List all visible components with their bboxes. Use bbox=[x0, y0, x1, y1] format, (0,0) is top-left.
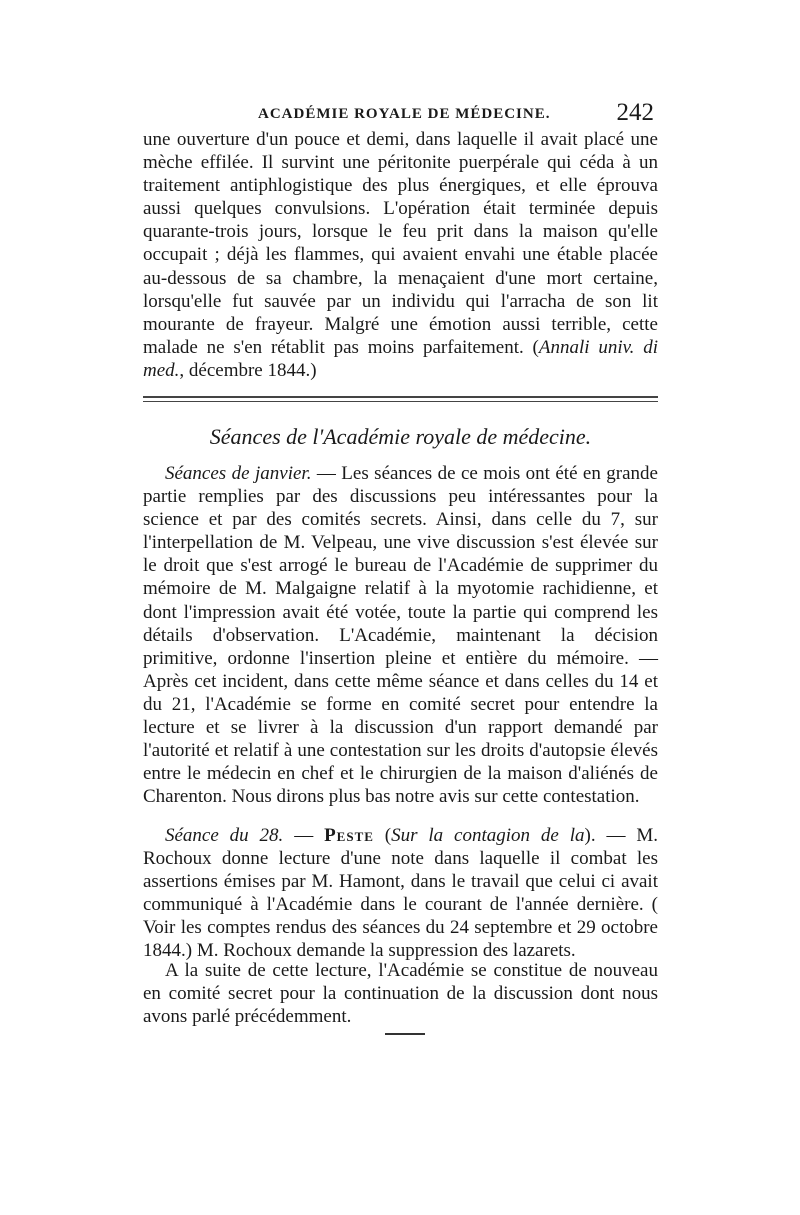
paragraph-text: A la suite de cette lecture, l'Académie se constitue de nouveau en comité secret pour la continuation de la discussion dont nous avons parlé précédemment. bbox=[143, 960, 658, 1028]
running-title: ACADÉMIE ROYALE DE MÉDECINE. bbox=[258, 106, 551, 122]
end-ornament bbox=[385, 1033, 425, 1035]
paragraph-seance-28: Séance du 28. — Peste (Sur la contagion de la). — M. Rochoux donne lecture d'une note dans laquelle il combat les assertions émises par M. Hamont, dans le travail que celui ci avait communiqué à l'Académie dans le courant de l'année dernière. ( Voir les comptes rendus des séances du 24 septembre et 29 octobre 1844.) M. Rochoux demande la suppression des lazarets. bbox=[143, 825, 658, 962]
subject: Sur la contagion de la bbox=[391, 825, 585, 846]
paragraph-text: ). — M. Rochoux donne lecture d'une note dans laquelle il combat les assertions émises par M. Hamont, dans le travail que celui ci avait communiqué à l'Académie dans le courant de l'année dernière. ( Voir les comptes rendus des séances du 24 septembre et 29 octobre 1844.) M. Rochoux demande la suppression des lazarets. bbox=[143, 825, 658, 962]
keyword: Peste bbox=[324, 825, 374, 846]
paragraph-lead: Séance du 28. bbox=[165, 825, 284, 846]
section-rule bbox=[143, 396, 658, 398]
paragraph-lead: Séances de janvier. bbox=[165, 463, 312, 484]
citation: Annali univ. di med. bbox=[143, 336, 658, 381]
paragraph-text: une ouverture d'un pouce et demi, dans laquelle il avait placé une mèche effilée. Il survint une péritonite puerpérale qui céda à un traitement antiphlogistique des plus énergiques, et elle éprouva aussi quelques convulsions. L'opération était terminée depuis quarante-trois jours, lorsque le feu prit dans la maison qu'elle occupait ; déjà les flammes, qui avaient envahi une étable placée au-dessous de sa chambre, la menaçaient d'une mort certaine, lorsqu'elle fut sauvée par un individu qui l'arracha de son lit mourante de frayeur. Malgré une émotion aussi terrible, cette malade ne s'en rétablit pas moins parfaitement. ( bbox=[143, 129, 658, 358]
continued-paragraph bbox=[143, 128, 658, 382]
paragraph-janvier bbox=[143, 462, 658, 808]
citation-tail: , décembre 1844.) bbox=[179, 359, 317, 381]
paragraph-text: — Les séances de ce mois ont été en grande partie remplies par des discussions peu intéressantes pour la science et par des comités secrets. Ainsi, dans celle du 7, sur l'interpellation de M. Velpeau, une vive discussion s'est élevée sur le droit que s'est arrogé le bureau de l'Académie de supprimer du mémoire de M. Malgaigne relatif à la myotomie rachidienne, et dont l'impression avait été votée, toute la partie qui comprend les détails d'observation. L'Académie, maintenant la décision primitive, ordonne l'insertion pleine et entière du mémoire. — Après cet incident, dans cette même séance et dans celles du 14 et du 21, l'Académie se forme en comité secret pour entendre la lecture et se livrer à la discussion d'un rapport demandé par l'autorité et relatif à une contestation sur les droits d'autopsie élevés entre le médecin en chef et le chirurgien de la maison d'aliénés de Charenton. Nous dirons plus bas notre avis sur cette contestation. bbox=[143, 463, 658, 808]
section-rule-thin bbox=[143, 401, 658, 402]
section-title: Séances de l'Académie royale de médecine. bbox=[209, 424, 592, 449]
page-number: 242 bbox=[616, 99, 654, 126]
paragraph-suite bbox=[143, 959, 658, 1028]
dash: — bbox=[283, 825, 325, 846]
